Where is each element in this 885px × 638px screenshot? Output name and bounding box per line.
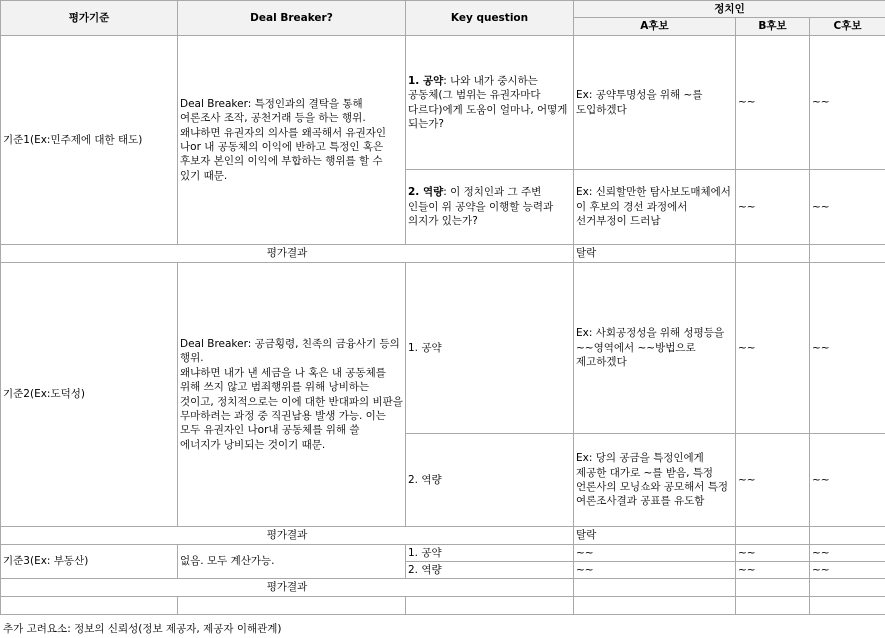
question-1-2-text: : 이 정치인과 그 주변 인들이 위 공약을 이행할 능력과 의지가 있는가? — [408, 186, 554, 228]
cell-criteria-3[interactable]: 기준3(Ex: 부동산) — [1, 545, 178, 579]
result-2-a[interactable]: 탈락 — [574, 527, 736, 545]
cell-question-1-2[interactable] — [406, 170, 574, 245]
empty-cell[interactable] — [736, 597, 810, 615]
cell-deal-breaker-1[interactable] — [178, 36, 406, 245]
cell-1-1-b[interactable]: ~~ — [736, 36, 810, 170]
cell-question-2-2[interactable]: 2. 역량 — [406, 434, 574, 527]
cell-question-2-1[interactable]: 1. 공약 — [406, 263, 574, 434]
cell-question-3-2[interactable]: 2. 역량 — [406, 562, 574, 579]
header-politician[interactable]: 정치인 — [574, 1, 885, 18]
cell-question-3-1[interactable]: 1. 공약 — [406, 545, 574, 562]
cell-1-2-b[interactable]: ~~ — [736, 170, 810, 245]
cell-criteria-2[interactable]: 기준2(Ex:도덕성) — [1, 263, 178, 527]
header-deal-breaker[interactable]: Deal Breaker? — [178, 1, 406, 36]
result-2-b[interactable] — [736, 527, 810, 545]
empty-cell[interactable] — [810, 597, 885, 615]
question-1-1-text: : 나와 내가 중시하는 공동체(그 범위는 유권자마다 다르다)에게 도움이 얼마나, 어떻게 되는가? — [408, 74, 568, 130]
header-candidate-a[interactable]: A후보 — [574, 18, 736, 36]
header-candidate-b[interactable]: B후보 — [736, 18, 810, 36]
empty-cell[interactable] — [406, 597, 574, 615]
result-3-c[interactable] — [810, 579, 885, 597]
cell-deal-breaker-2[interactable] — [178, 263, 406, 527]
result-label-2[interactable]: 평가결과 — [1, 527, 574, 545]
cell-3-2-a[interactable]: ~~ — [574, 562, 736, 579]
question-1-1-label: 1. 공약 — [408, 74, 444, 87]
cell-1-2-a[interactable]: Ex: 신뢰할만한 탐사보도매체에서 이 후보의 경선 과정에서 선거부정이 드러남 — [574, 170, 736, 245]
cell-question-1-1[interactable] — [406, 36, 574, 170]
cell-2-2-a[interactable]: Ex: 당의 공금을 특정인에게 제공한 대가로 ~를 받음, 특정 언론사의 모닝쇼와 공모해서 특정 여론조사결과 공표를 유도함 — [574, 434, 736, 527]
cell-2-2-c[interactable]: ~~ — [810, 434, 885, 527]
cell-3-2-c[interactable]: ~~ — [810, 562, 885, 579]
result-1-a[interactable]: 탈락 — [574, 245, 736, 263]
empty-cell[interactable] — [178, 597, 406, 615]
result-3-b[interactable] — [736, 579, 810, 597]
result-label-3[interactable]: 평가결과 — [1, 579, 574, 597]
deal-breaker-1-text: Deal Breaker: 특정인과의 결탁을 통해 여론조사 조작, 공천거래 등을 하는 행위. 왜냐하면 유권자의 의사를 왜곡해서 유권자인 나or 내 공동체의 이익에 반하고 특정인 혹은 후보자 본인의 이익에 부합하는 행위를 할 수 있기 때문. — [180, 97, 387, 182]
result-1-c[interactable] — [810, 245, 885, 263]
cell-3-1-b[interactable]: ~~ — [736, 545, 810, 562]
cell-1-2-c[interactable]: ~~ — [810, 170, 885, 245]
cell-2-1-c[interactable]: ~~ — [810, 263, 885, 434]
result-3-a[interactable] — [574, 579, 736, 597]
result-1-b[interactable] — [736, 245, 810, 263]
deal-breaker-2-text: Deal Breaker: 공금횡령, 친족의 금융사기 등의 행위. 왜냐하면 내가 낸 세금을 나 혹은 내 공동체를 위해 쓰지 않고 범죄행위를 위해 낭비하는 것이고, 정치적으로는 이에 대한 반대파의 비판을 무마하려는 과정 중 직권남용 발생 가능. 이는 모두 유권자인 나or내 공동체를 위해 쓸 에너지가 낭비되는 것이기 때문. — [180, 337, 403, 451]
header-candidate-c[interactable]: C후보 — [810, 18, 885, 36]
empty-cell[interactable] — [1, 597, 178, 615]
cell-1-1-a[interactable]: Ex: 공약투명성을 위해 ~를 도입하겠다 — [574, 36, 736, 170]
header-key-question[interactable]: Key question — [406, 1, 574, 36]
result-2-c[interactable] — [810, 527, 885, 545]
cell-3-1-a[interactable]: ~~ — [574, 545, 736, 562]
additional-note[interactable]: 추가 고려요소: 정보의 신뢰성(정보 제공자, 제공자 이해관계) — [3, 623, 282, 635]
cell-1-1-c[interactable]: ~~ — [810, 36, 885, 170]
question-1-2-label: 2. 역량 — [408, 186, 444, 199]
cell-2-1-b[interactable]: ~~ — [736, 263, 810, 434]
cell-2-2-b[interactable]: ~~ — [736, 434, 810, 527]
header-criteria[interactable]: 평가기준 — [1, 1, 178, 36]
cell-3-2-b[interactable]: ~~ — [736, 562, 810, 579]
cell-2-1-a[interactable]: Ex: 사회공정성을 위해 성평등을 ~~영역에서 ~~방법으로 제고하겠다 — [574, 263, 736, 434]
cell-criteria-1[interactable]: 기준1(Ex:민주제에 대한 태도) — [1, 36, 178, 245]
cell-deal-breaker-3[interactable]: 없음. 모두 계산가능. — [178, 545, 406, 579]
cell-3-1-c[interactable]: ~~ — [810, 545, 885, 562]
empty-cell[interactable] — [574, 597, 736, 615]
result-label-1[interactable]: 평가결과 — [1, 245, 574, 263]
